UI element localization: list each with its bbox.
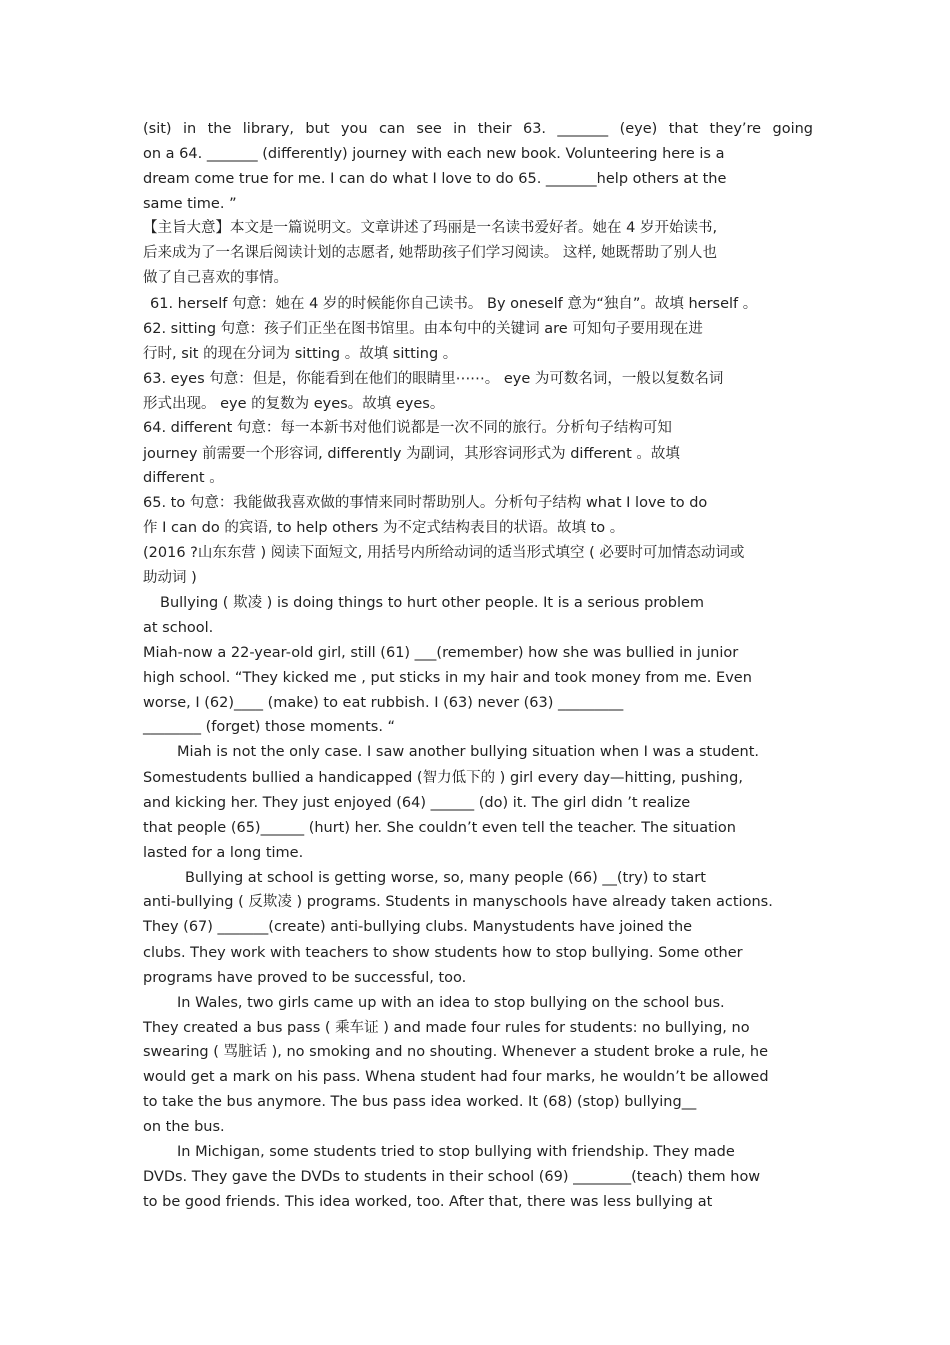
text-line: 63. eyes 句意：但是，你能看到在他们的眼睛里⋯⋯。 eye 为可数名词，一般以复数名词 [143,371,724,387]
text-line: swearing ( 骂脏话 ), no smoking and no shouting. Whenever a student broke a rule, he [143,1044,769,1060]
text-line: dream come true for me. I can do what I love to do 65. _______help others at the [143,171,727,187]
text-line: clubs. They work with teachers to show students how to stop bullying. Some other [143,945,743,961]
text-line: 形式出现。 eye 的复数为 eyes。故填 eyes。 [143,396,445,412]
text-line: Bullying ( 欺凌 ) is doing things to hurt other people. It is a serious problem [160,595,705,611]
text-line: They (67) _______(create) anti-bullying clubs. Manystudents have joined the [143,919,693,935]
text-line: anti-bullying ( 反欺凌 ) programs. Students in manyschools have already taken actions. [143,894,773,910]
text-line: In Wales, two girls came up with an idea to stop bullying on the school bus. [177,995,725,1011]
text-line: DVDs. They gave the DVDs to students in their school (69) ________(teach) them how [143,1169,761,1185]
text-line: high school. “They kicked me , put sticks in my hair and took money from me. Even [143,670,752,686]
text-line: to take the bus anymore. The bus pass idea worked. It (68) (stop) bullying__ [143,1094,697,1110]
text-line: They created a bus pass ( 乘车证 ) and made four rules for students: no bullying, no [143,1020,750,1036]
text-line: 【主旨大意】本文是一篇说明文。文章讲述了玛丽是一名读书爱好者。她在 4 岁开始读书, [143,220,718,236]
text-line: 61. herself 句意：她在 4 岁的时候能你自己读书。 By oneself 意为“独自”。故填 herself 。 [150,296,758,312]
text-line: 做了自己喜欢的事情。 [143,270,288,286]
text-line: 助动词 ) [143,570,197,586]
text-line: (sit) in the library, but you can see in their 63. _______ (eye) that they’re going [143,121,813,137]
text-line: Miah-now a 22-year-old girl, still (61) ___(remember) how she was bullied in junior [143,645,739,661]
text-line: on the bus. [143,1119,225,1135]
text-line: 后来成为了一名课后阅读计划的志愿者, 她帮助孩子们学习阅读。 这样, 她既帮助了别人也 [143,245,718,261]
text-line: 62. sitting 句意：孩子们正坐在图书馆里。由本句中的关键词 are 可知句子要用现在进 [143,321,703,337]
text-line: 65. to 句意：我能做我喜欢做的事情来同时帮助别人。分析句子结构 what I love to do [143,495,708,511]
text-line: at school. [143,620,214,636]
text-line: (2016 ?山东东营 ) 阅读下面短文, 用括号内所给动词的适当形式填空 ( 必要时可加情态动词或 [143,545,745,561]
text-line: Somestudents bullied a handicapped (智力低下的 ) girl every day—hitting, pushing, [143,770,743,786]
text-line: 作 I can do 的宾语, to help others 为不定式结构表目的状语。故填 to 。 [143,520,625,536]
text-line: lasted for a long time. [143,845,304,861]
text-line: In Michigan, some students tried to stop bullying with friendship. They made [177,1144,735,1160]
text-line: worse, I (62)____ (make) to eat rubbish. I (63) never (63) _________ [143,695,624,711]
text-line: 行时, sit 的现在分词为 sitting 。故填 sitting 。 [143,346,458,362]
text-line: ________ (forget) those moments. “ [143,719,396,735]
text-line: to be good friends. This idea worked, too. After that, there was less bullying at [143,1194,713,1210]
text-line: 64. different 句意：每一本新书对他们说都是一次不同的旅行。分析句子结构可知 [143,420,672,436]
text-line: would get a mark on his pass. Whena student had four marks, he wouldn’t be allowed [143,1069,769,1085]
text-line: on a 64. _______ (differently) journey with each new book. Volunteering here is a [143,146,725,162]
text-line: Bullying at school is getting worse, so, many people (66) __(try) to start [185,870,706,886]
text-line: journey 前需要一个形容词, differently 为副词，其形容词形式为 different 。故填 [143,446,680,462]
text-line: and kicking her. They just enjoyed (64) ______ (do) it. The girl didn ’t realize [143,795,691,811]
text-line: Miah is not the only case. I saw another bullying situation when I was a student. [177,744,760,760]
text-line: different 。 [143,470,224,486]
text-line: that people (65)______ (hurt) her. She couldn’t even tell the teacher. The situation [143,820,736,836]
text-line: same time. ” [143,196,237,212]
text-line: programs have proved to be successful, too. [143,970,467,986]
